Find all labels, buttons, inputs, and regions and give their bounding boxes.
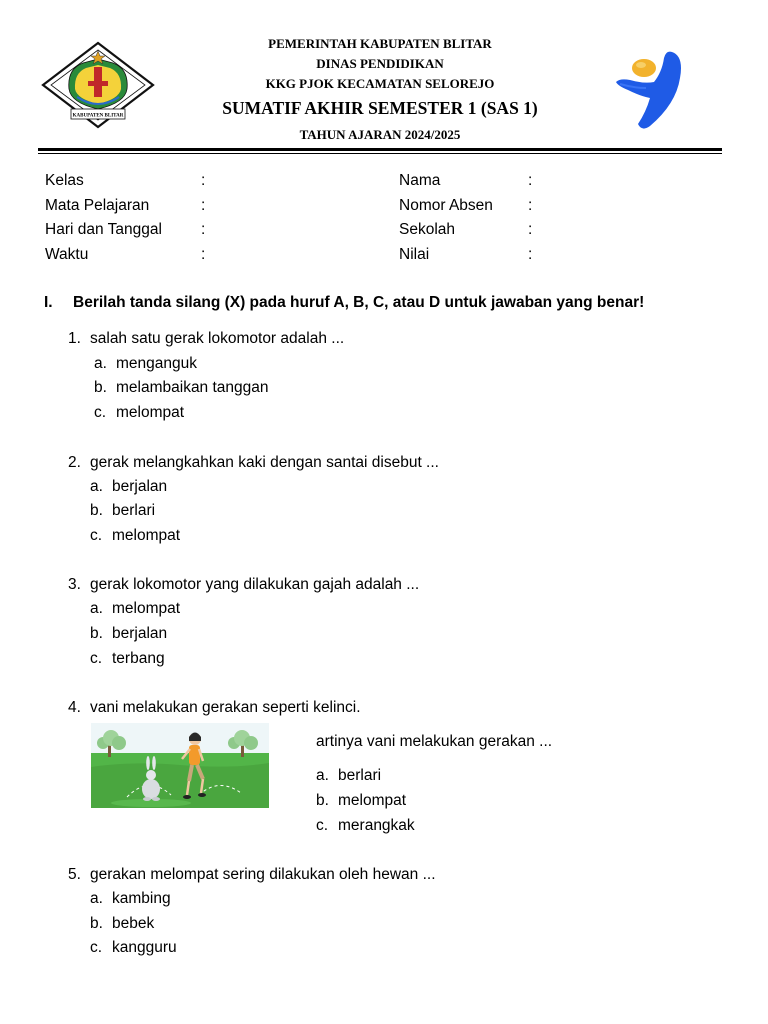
label-hari-tanggal: Hari dan Tanggal (45, 221, 162, 238)
question-number: 1. (68, 330, 81, 347)
option-letter: b. (90, 625, 103, 642)
colon: : (201, 221, 206, 238)
option-letter: c. (94, 404, 107, 421)
colon: : (528, 196, 533, 214)
colon: : (201, 245, 206, 263)
letterhead-line-kkg: KKG PJOK KECAMATAN SELOREJO (265, 76, 495, 91)
section-number: I. (44, 294, 53, 311)
option-text: kambing (112, 890, 171, 907)
option-letter: b. (316, 792, 329, 809)
letterhead-line-department: DINAS PENDIDIKAN (316, 56, 444, 71)
option-text: melompat (112, 600, 181, 617)
emblem-text: KABUPATEN BLITAR (72, 113, 124, 119)
option-letter: b. (90, 915, 103, 932)
label-sekolah: Sekolah (399, 221, 456, 238)
section-instruction: Berilah tanda silang (X) pada huruf A, B, C, atau D untuk jawaban yang benar! (73, 294, 645, 311)
exam-title: SUMATIF AKHIR SEMESTER 1 (SAS 1) (222, 98, 538, 118)
option-4c[interactable] (316, 817, 415, 835)
label-nilai: Nilai (399, 245, 430, 263)
option-letter: a. (90, 600, 103, 617)
option-letter: a. (90, 478, 103, 495)
identity-left (45, 169, 345, 267)
question-text: salah satu gerak lokomotor adalah ... (90, 330, 345, 347)
question-3 (68, 576, 419, 594)
option-3a[interactable] (90, 600, 180, 618)
option-text: berlari (338, 767, 382, 784)
option-2b[interactable] (90, 502, 155, 520)
rabbit-jumping-illustration (91, 723, 269, 808)
letterhead-divider-thick (38, 148, 722, 151)
option-text: menganguk (116, 355, 198, 372)
option-1a[interactable] (94, 355, 197, 373)
option-letter: c. (90, 939, 103, 956)
question-number: 5. (68, 866, 81, 883)
option-letter: a. (316, 767, 329, 784)
question-text: vani melakukan gerakan seperti kelinci. (90, 699, 361, 716)
colon: : (528, 245, 533, 263)
colon: : (528, 221, 533, 238)
option-text: berlari (112, 502, 156, 519)
option-1b[interactable] (94, 379, 269, 397)
option-text: bebek (112, 915, 155, 932)
letterhead-line-government: PEMERINTAH KABUPATEN BLITAR (268, 36, 492, 51)
letterhead-divider-thin (38, 153, 722, 154)
question-2 (68, 454, 439, 472)
option-5a[interactable] (90, 890, 171, 908)
option-2a[interactable] (90, 478, 167, 496)
option-4a[interactable] (316, 767, 381, 785)
section-heading (44, 294, 644, 312)
question-number: 2. (68, 454, 81, 471)
option-3c[interactable] (90, 650, 165, 668)
option-text: berjalan (112, 478, 168, 495)
question-5 (68, 866, 436, 884)
question-text: gerak lokomotor yang dilakukan gajah adalah ... (90, 576, 420, 593)
option-5b[interactable] (90, 915, 154, 933)
option-text: merangkak (338, 817, 415, 834)
question-4 (68, 699, 361, 717)
option-letter: b. (90, 502, 103, 519)
option-3b[interactable] (90, 625, 167, 643)
question-1 (68, 330, 344, 348)
colon: : (201, 196, 206, 214)
option-text: kangguru (112, 939, 177, 956)
option-1c[interactable] (94, 404, 184, 422)
option-letter: c. (90, 650, 103, 667)
option-letter: c. (90, 527, 103, 544)
label-mata-pelajaran: Mata Pelajaran (45, 196, 150, 214)
option-text: berjalan (112, 625, 168, 642)
option-4b[interactable] (316, 792, 406, 810)
option-letter: a. (90, 890, 103, 907)
question-text: gerak melangkahkan kaki dengan santai disebut ... (90, 454, 439, 471)
colon: : (528, 172, 533, 189)
option-letter: a. (94, 355, 107, 372)
question-4-subtext: artinya vani melakukan gerakan ... (316, 733, 553, 750)
option-text: melompat (338, 792, 407, 809)
option-letter: c. (316, 817, 329, 834)
option-text: melompat (116, 404, 185, 421)
option-text: melambaikan tanggan (116, 379, 269, 396)
label-waktu: Waktu (45, 245, 89, 263)
question-number: 3. (68, 576, 81, 593)
option-letter: b. (94, 379, 107, 396)
label-kelas: Kelas (45, 172, 84, 189)
option-5c[interactable] (90, 939, 177, 957)
option-2c[interactable] (90, 527, 180, 545)
colon: : (201, 172, 206, 189)
question-text: gerakan melompat sering dilakukan oleh hewan ... (90, 866, 436, 883)
label-nomor-absen: Nomor Absen (399, 196, 493, 214)
identity-right (399, 169, 699, 267)
label-nama: Nama (399, 172, 441, 189)
option-text: terbang (112, 650, 165, 667)
school-year: TAHUN AJARAN 2024/2025 (299, 127, 461, 142)
option-text: melompat (112, 527, 181, 544)
question-number: 4. (68, 699, 81, 716)
